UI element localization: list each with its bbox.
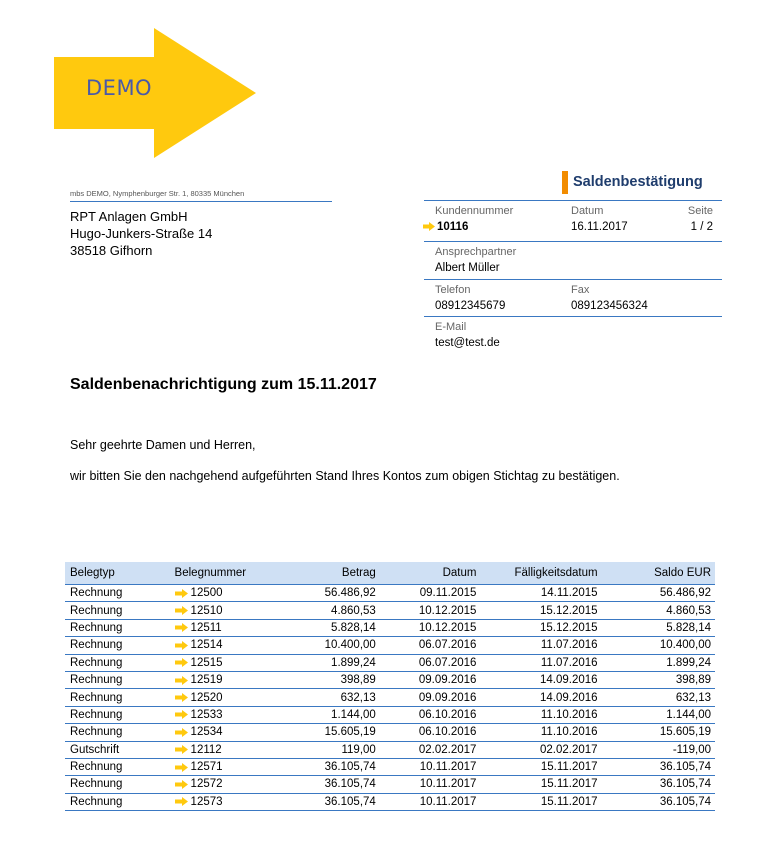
- table-row: [65, 654, 715, 671]
- cell-datum: 06.10.2016: [380, 724, 481, 741]
- cell-datum: 09.09.2016: [380, 689, 481, 706]
- cell-betrag: 56.486,92: [285, 585, 380, 602]
- fax-label: Fax: [571, 284, 590, 296]
- cell-saldo: -119,00: [602, 741, 715, 758]
- cell-faelligkeitsdatum: 15.12.2015: [480, 619, 601, 636]
- table-row: [65, 602, 715, 619]
- cell-betrag: 15.605,19: [285, 724, 380, 741]
- cell-faelligkeitsdatum: 11.10.2016: [480, 724, 601, 741]
- cell-betrag: 10.400,00: [285, 637, 380, 654]
- cell-belegtyp: Rechnung: [65, 776, 163, 793]
- cell-belegnummer: [163, 758, 286, 775]
- cell-datum: 10.11.2017: [380, 776, 481, 793]
- col-header-datum: Datum: [380, 562, 481, 585]
- cell-datum: 10.11.2017: [380, 793, 481, 810]
- cell-betrag: 119,00: [285, 741, 380, 758]
- table-row: [65, 706, 715, 723]
- pointer-arrow-icon: [423, 222, 435, 231]
- logo-text: DEMO: [86, 76, 153, 100]
- datum-label: Datum: [571, 205, 604, 217]
- recipient-line: RPT Anlagen GmbH: [70, 209, 188, 224]
- table-row: [65, 689, 715, 706]
- document-title: Saldenbestätigung: [562, 171, 703, 194]
- pointer-arrow-icon: [175, 763, 188, 772]
- cell-saldo: 15.605,19: [602, 724, 715, 741]
- col-header-belegtyp: Belegtyp: [65, 562, 163, 585]
- cell-faelligkeitsdatum: 15.11.2017: [480, 776, 601, 793]
- cell-saldo: 1.144,00: [602, 706, 715, 723]
- belegnummer-value[interactable]: 12534: [190, 726, 223, 739]
- cell-saldo: 36.105,74: [602, 793, 715, 810]
- cell-belegtyp: Rechnung: [65, 602, 163, 619]
- cell-belegnummer: [163, 619, 286, 636]
- cell-saldo: 56.486,92: [602, 585, 715, 602]
- cell-belegnummer: [163, 637, 286, 654]
- cell-faelligkeitsdatum: 11.07.2016: [480, 637, 601, 654]
- letter-body: wir bitten Sie den nachgehend aufgeführten Stand Ihres Kontos zum obigen Stichtag zu bestätigen.: [70, 469, 620, 483]
- pointer-arrow-icon: [175, 728, 188, 737]
- fax-value: 089123456324: [571, 300, 648, 312]
- telefon-value: 08912345679: [435, 300, 506, 312]
- belegnummer-value[interactable]: 12573: [190, 795, 223, 808]
- cell-belegnummer: [163, 689, 286, 706]
- belegnummer-value[interactable]: 12112: [190, 743, 222, 756]
- cell-belegnummer: [163, 776, 286, 793]
- belegnummer-value[interactable]: 12510: [190, 604, 223, 617]
- pointer-arrow-icon: [175, 641, 188, 650]
- cell-belegtyp: Rechnung: [65, 724, 163, 741]
- cell-datum: 09.11.2015: [380, 585, 481, 602]
- info-box: [424, 200, 722, 353]
- table-row: [65, 637, 715, 654]
- balance-table: [65, 562, 715, 811]
- belegnummer-value[interactable]: 12500: [190, 587, 223, 600]
- cell-belegnummer: [163, 585, 286, 602]
- info-row-contact: [424, 241, 722, 279]
- info-row-customer: [424, 200, 722, 241]
- cell-belegtyp: Rechnung: [65, 758, 163, 775]
- cell-saldo: 36.105,74: [602, 776, 715, 793]
- table-row: [65, 793, 715, 810]
- cell-betrag: 4.860,53: [285, 602, 380, 619]
- seite-label: Seite: [687, 205, 713, 217]
- table-row: [65, 741, 715, 758]
- cell-belegnummer: [163, 741, 286, 758]
- cell-faelligkeitsdatum: 14.11.2015: [480, 585, 601, 602]
- recipient-address: [70, 208, 212, 259]
- pointer-arrow-icon: [175, 658, 188, 667]
- cell-betrag: 5.828,14: [285, 619, 380, 636]
- cell-belegtyp: Rechnung: [65, 706, 163, 723]
- cell-belegtyp: Rechnung: [65, 585, 163, 602]
- cell-belegnummer: [163, 671, 286, 688]
- cell-saldo: 10.400,00: [602, 637, 715, 654]
- cell-belegnummer: [163, 724, 286, 741]
- cell-datum: 10.11.2017: [380, 758, 481, 775]
- table-row: [65, 776, 715, 793]
- cell-betrag: 1.899,24: [285, 654, 380, 671]
- ansprechpartner-value: Albert Müller: [435, 262, 500, 274]
- pointer-arrow-icon: [175, 589, 188, 598]
- belegnummer-value[interactable]: 12520: [190, 691, 223, 704]
- cell-betrag: 1.144,00: [285, 706, 380, 723]
- recipient-line: Hugo-Junkers-Straße 14: [70, 226, 213, 241]
- table-header-row: [65, 562, 715, 585]
- sender-address-line: mbs DEMO, Nymphenburger Str. 1, 80335 München: [70, 189, 332, 202]
- table-row: [65, 585, 715, 602]
- cell-belegnummer: [163, 654, 286, 671]
- cell-datum: 10.12.2015: [380, 602, 481, 619]
- belegnummer-value[interactable]: 12511: [190, 621, 222, 634]
- pointer-arrow-icon: [175, 623, 188, 632]
- cell-belegtyp: Rechnung: [65, 793, 163, 810]
- table-row: [65, 724, 715, 741]
- col-header-betrag: Betrag: [285, 562, 380, 585]
- email-label: E-Mail: [435, 321, 467, 333]
- pointer-arrow-icon: [175, 745, 188, 754]
- info-row-email: [424, 316, 722, 353]
- cell-faelligkeitsdatum: 15.12.2015: [480, 602, 601, 619]
- cell-belegtyp: Rechnung: [65, 637, 163, 654]
- cell-betrag: 36.105,74: [285, 793, 380, 810]
- recipient-line: 38518 Gifhorn: [70, 243, 153, 258]
- cell-belegtyp: Rechnung: [65, 619, 163, 636]
- email-value: test@test.de: [435, 337, 500, 349]
- cell-saldo: 36.105,74: [602, 758, 715, 775]
- cell-belegnummer: [163, 793, 286, 810]
- cell-faelligkeitsdatum: 02.02.2017: [480, 741, 601, 758]
- cell-betrag: 36.105,74: [285, 776, 380, 793]
- cell-belegtyp: Rechnung: [65, 671, 163, 688]
- cell-datum: 06.10.2016: [380, 706, 481, 723]
- belegnummer-value[interactable]: 12533: [190, 708, 223, 721]
- cell-betrag: 36.105,74: [285, 758, 380, 775]
- belegnummer-value[interactable]: 12571: [190, 761, 223, 774]
- cell-belegtyp: Rechnung: [65, 689, 163, 706]
- seite-value: 1 / 2: [690, 221, 713, 233]
- belegnummer-value[interactable]: 12572: [190, 778, 223, 791]
- belegnummer-value[interactable]: 12515: [190, 656, 223, 669]
- info-row-phone: [424, 279, 722, 316]
- table-row: [65, 671, 715, 688]
- cell-faelligkeitsdatum: 15.11.2017: [480, 793, 601, 810]
- telefon-label: Telefon: [435, 284, 471, 296]
- cell-faelligkeitsdatum: 14.09.2016: [480, 689, 601, 706]
- belegnummer-value[interactable]: 12514: [190, 639, 223, 652]
- kundennummer-value: 10116: [437, 221, 469, 233]
- col-header-faelligkeitsdatum: Fälligkeitsdatum: [480, 562, 601, 585]
- demo-logo: [54, 28, 256, 158]
- cell-saldo: 1.899,24: [602, 654, 715, 671]
- cell-faelligkeitsdatum: 11.10.2016: [480, 706, 601, 723]
- table-row: [65, 619, 715, 636]
- cell-saldo: 5.828,14: [602, 619, 715, 636]
- cell-datum: 02.02.2017: [380, 741, 481, 758]
- cell-datum: 06.07.2016: [380, 637, 481, 654]
- col-header-saldo: Saldo EUR: [602, 562, 715, 585]
- salutation: Sehr geehrte Damen und Herren,: [70, 438, 256, 452]
- pointer-arrow-icon: [175, 797, 188, 806]
- cell-saldo: 398,89: [602, 671, 715, 688]
- pointer-arrow-icon: [175, 676, 188, 685]
- cell-betrag: 632,13: [285, 689, 380, 706]
- pointer-arrow-icon: [175, 780, 188, 789]
- col-header-belegnummer: Belegnummer: [163, 562, 286, 585]
- belegnummer-value[interactable]: 12519: [190, 674, 223, 687]
- cell-faelligkeitsdatum: 15.11.2017: [480, 758, 601, 775]
- cell-betrag: 398,89: [285, 671, 380, 688]
- cell-datum: 09.09.2016: [380, 671, 481, 688]
- cell-belegnummer: [163, 706, 286, 723]
- cell-faelligkeitsdatum: 11.07.2016: [480, 654, 601, 671]
- cell-belegtyp: Rechnung: [65, 654, 163, 671]
- ansprechpartner-label: Ansprechpartner: [435, 246, 517, 258]
- cell-datum: 10.12.2015: [380, 619, 481, 636]
- pointer-arrow-icon: [175, 606, 188, 615]
- table-row: [65, 758, 715, 775]
- cell-saldo: 4.860,53: [602, 602, 715, 619]
- letter-heading: Saldenbenachrichtigung zum 15.11.2017: [70, 376, 377, 393]
- pointer-arrow-icon: [175, 693, 188, 702]
- cell-saldo: 632,13: [602, 689, 715, 706]
- cell-belegnummer: [163, 602, 286, 619]
- pointer-arrow-icon: [175, 710, 188, 719]
- kundennummer-label: Kundennummer: [435, 205, 514, 217]
- cell-faelligkeitsdatum: 14.09.2016: [480, 671, 601, 688]
- cell-belegtyp: Gutschrift: [65, 741, 163, 758]
- datum-value: 16.11.2017: [571, 221, 628, 233]
- cell-datum: 06.07.2016: [380, 654, 481, 671]
